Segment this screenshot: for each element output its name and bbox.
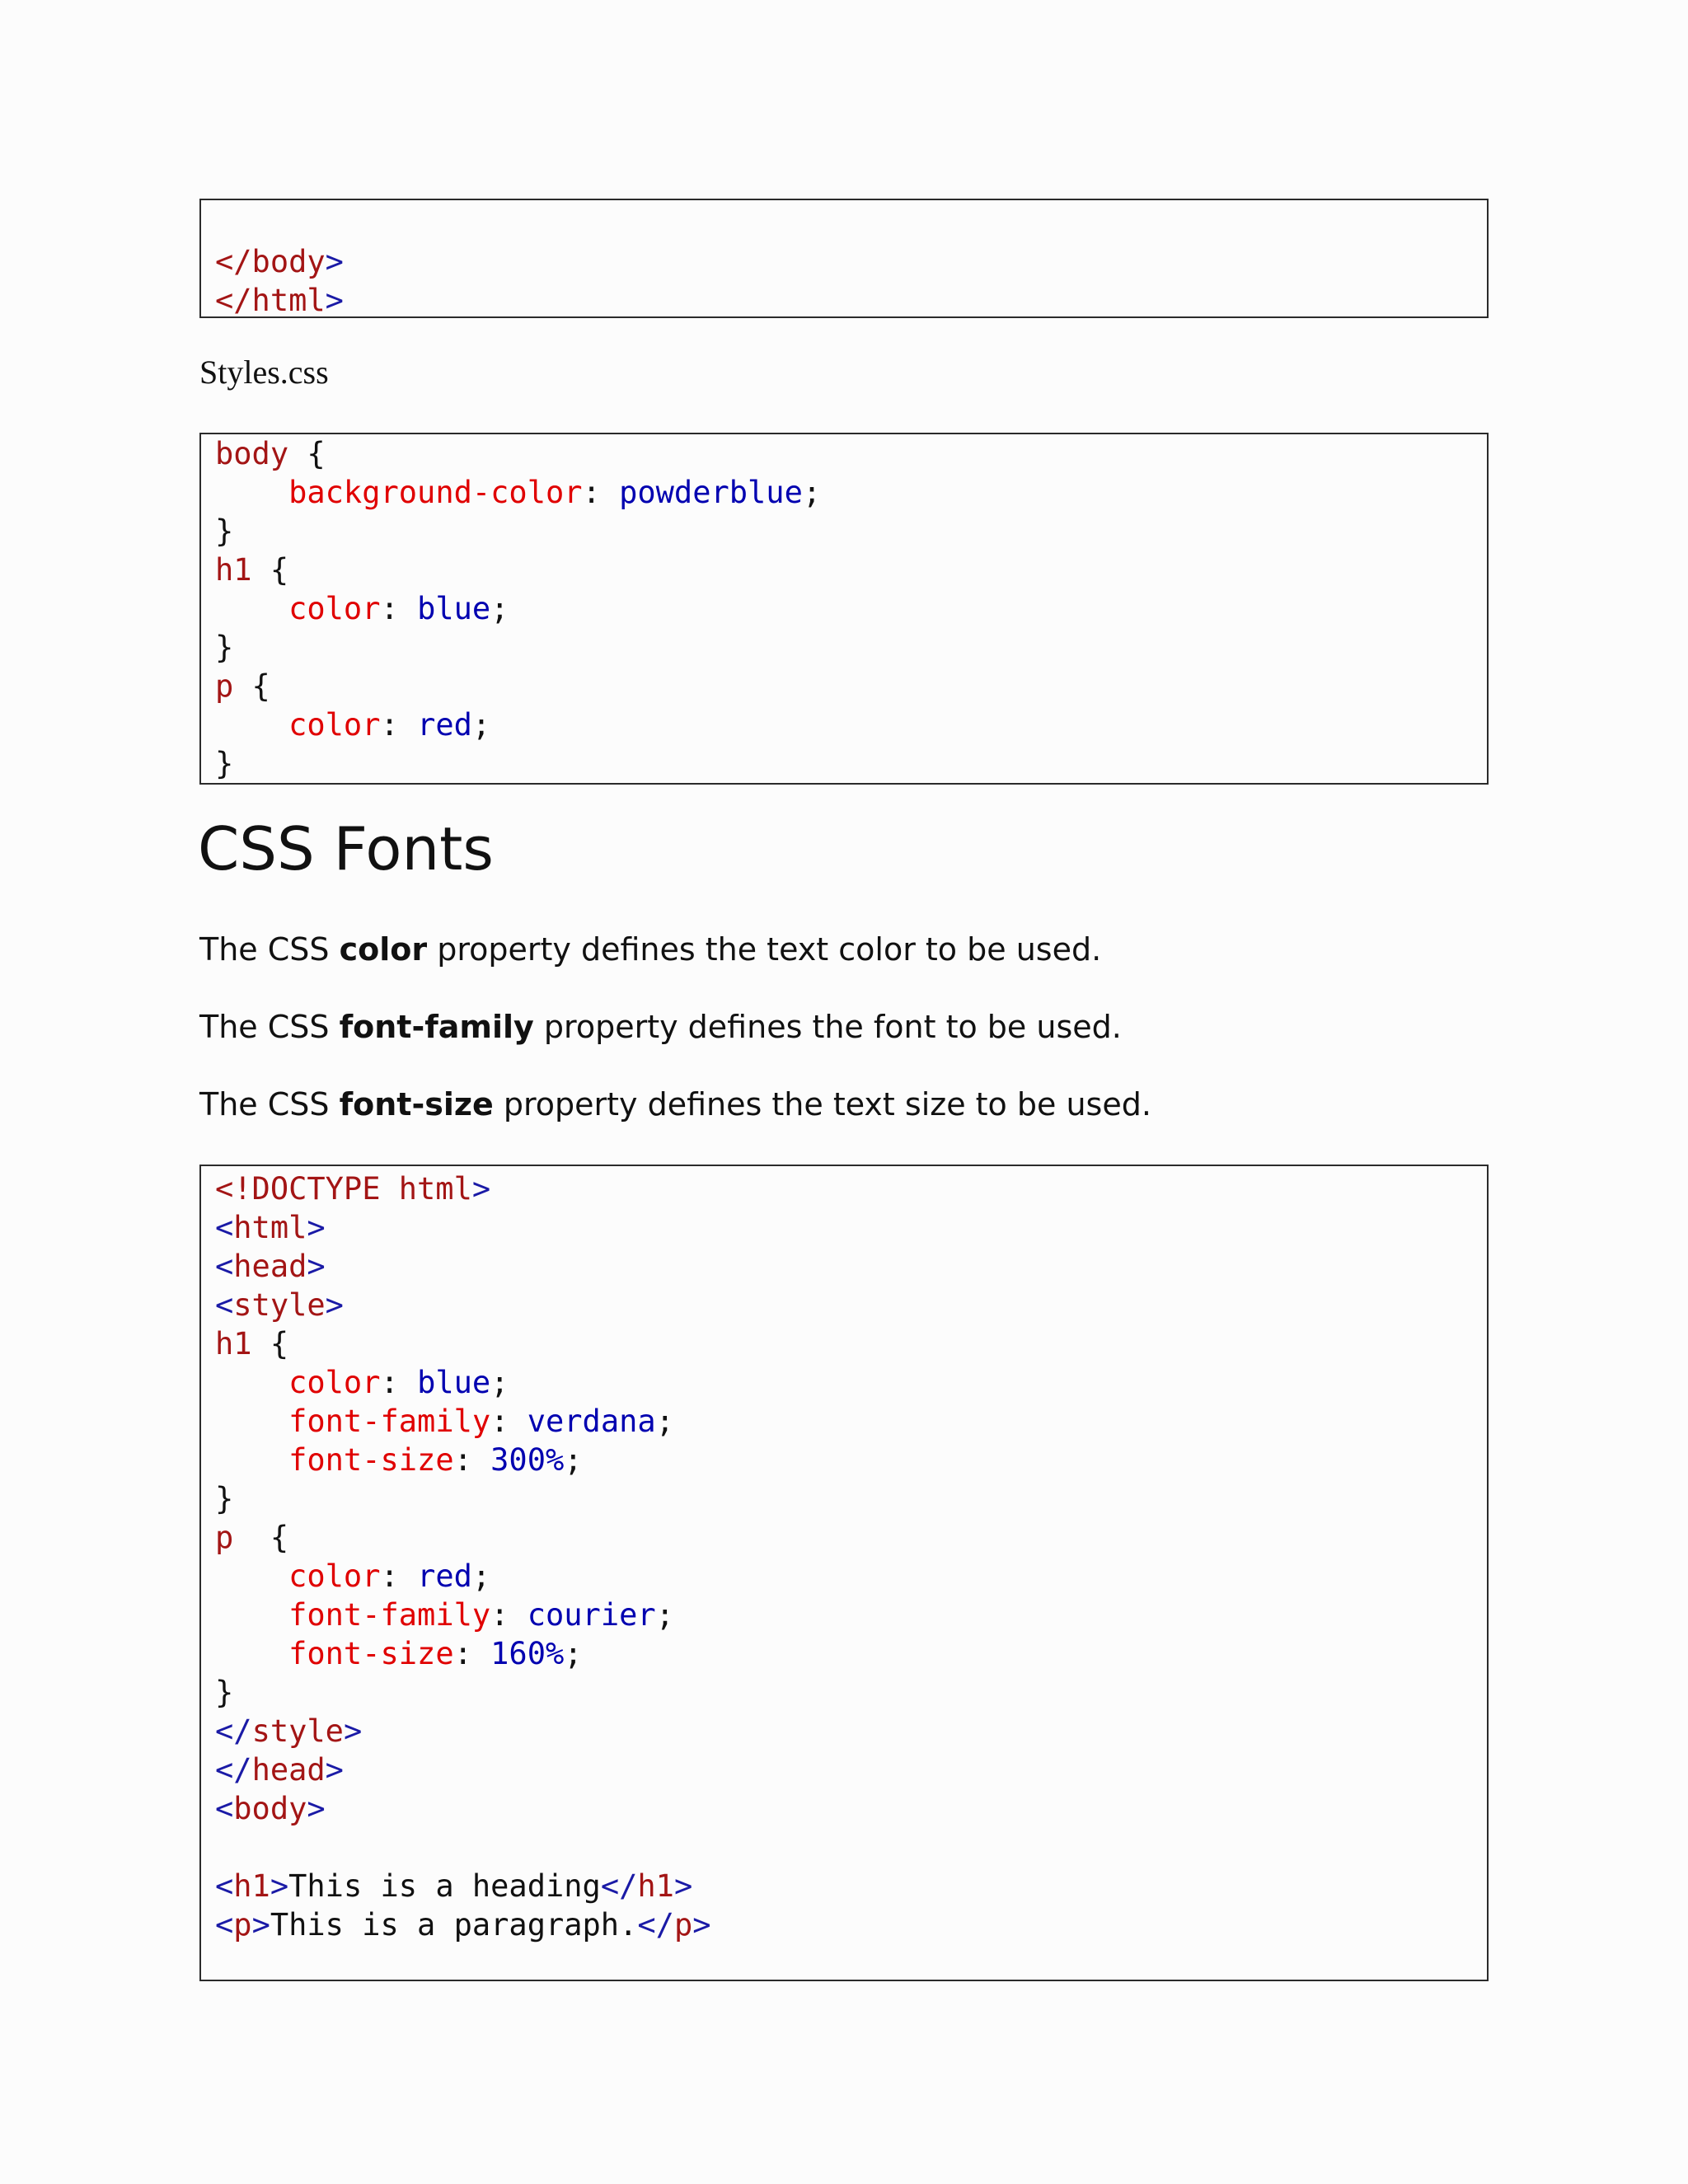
code-token: : — [582, 475, 620, 510]
paragraph-color-post: property defines the text color to be used. — [427, 931, 1102, 968]
code-token: } — [215, 513, 234, 549]
code-line — [215, 204, 1487, 242]
code-token: > — [673, 1868, 693, 1904]
code-line — [215, 1712, 1487, 1750]
code-line — [215, 242, 1487, 281]
code-token — [215, 1636, 288, 1671]
code-token: <!DOCTYPE html — [215, 1171, 472, 1207]
code-token: background-color — [288, 475, 583, 510]
code-token: color — [288, 707, 381, 743]
code-token: color — [288, 1365, 381, 1400]
code-line — [215, 1169, 1487, 1208]
paragraph-color-pre: The CSS — [199, 931, 340, 968]
code-line — [215, 1208, 1487, 1247]
code-token: red — [417, 1558, 472, 1594]
code-token: blue — [417, 1365, 491, 1400]
code-token: : — [490, 1404, 528, 1439]
code-line — [215, 1828, 1487, 1867]
code-token: </ — [637, 1907, 674, 1943]
code-token: ; — [655, 1404, 674, 1439]
code-token: : — [490, 1597, 528, 1633]
code-line — [215, 744, 1487, 783]
code-token: p — [215, 668, 234, 704]
code-token: h1 — [637, 1868, 674, 1904]
code-token: : — [453, 1636, 491, 1671]
code-token: : — [380, 1558, 418, 1594]
code-line — [215, 1596, 1487, 1634]
code-line — [215, 551, 1487, 589]
code-token: > — [270, 1868, 289, 1904]
code-token — [215, 707, 288, 743]
code-token: head — [233, 1249, 307, 1284]
code-token: blue — [417, 591, 491, 626]
code-token — [215, 591, 288, 626]
code-token: > — [325, 283, 344, 318]
code-token: </body — [215, 244, 326, 279]
code-token: h1 — [233, 1868, 270, 1904]
code-token: courier — [527, 1597, 656, 1633]
code-token: </ — [600, 1868, 638, 1904]
code-token: < — [215, 1791, 234, 1826]
code-token: body — [233, 1791, 307, 1826]
code-block-styles-css — [199, 433, 1489, 785]
code-token: </ — [215, 1752, 252, 1788]
code-line — [215, 1286, 1487, 1324]
code-token: } — [215, 1675, 234, 1710]
code-token: ; — [802, 475, 822, 510]
code-token: font-family — [288, 1597, 491, 1633]
code-token: : — [380, 1365, 418, 1400]
code-line — [215, 1789, 1487, 1828]
code-line — [215, 589, 1487, 628]
code-token: { — [251, 552, 289, 588]
code-token: } — [215, 1481, 234, 1516]
code-line — [215, 1402, 1487, 1441]
code-token: p — [215, 1520, 234, 1555]
code-token: </ — [215, 1713, 252, 1749]
code-token: < — [215, 1210, 234, 1245]
code-token: head — [251, 1752, 326, 1788]
code-line — [215, 628, 1487, 667]
code-token: : — [380, 707, 418, 743]
code-token — [215, 1558, 288, 1594]
code-token: { — [251, 1326, 289, 1361]
code-line — [215, 1479, 1487, 1518]
code-token: < — [215, 1249, 234, 1284]
code-token: ; — [471, 707, 491, 743]
code-token: > — [692, 1907, 711, 1943]
code-token: p — [233, 1907, 252, 1943]
code-line — [215, 1634, 1487, 1673]
code-token — [215, 1597, 288, 1633]
paragraph-font-size-post: property defines the text size to be used. — [493, 1086, 1151, 1122]
code-line — [215, 1247, 1487, 1286]
code-token: h1 — [215, 1326, 252, 1361]
code-token: 300% — [490, 1442, 565, 1478]
code-line — [215, 1867, 1487, 1905]
code-line — [215, 705, 1487, 744]
code-token: > — [343, 1713, 363, 1749]
code-line — [215, 512, 1487, 551]
code-line — [215, 1441, 1487, 1479]
code-token: font-family — [288, 1404, 491, 1439]
code-block-html-closing — [199, 199, 1489, 318]
code-token: > — [325, 1752, 344, 1788]
code-token: > — [325, 1287, 344, 1323]
code-token: < — [215, 1907, 234, 1943]
code-token: > — [307, 1791, 326, 1826]
code-token — [215, 475, 288, 510]
paragraph-font-size — [199, 1086, 1151, 1122]
code-token: ; — [564, 1636, 583, 1671]
code-token: } — [215, 630, 234, 665]
code-token: : — [453, 1442, 491, 1478]
code-token: > — [307, 1249, 326, 1284]
code-token: { — [233, 668, 270, 704]
code-block-html-fonts-example — [199, 1165, 1489, 1981]
code-token: ; — [490, 1365, 509, 1400]
code-token: ; — [655, 1597, 674, 1633]
paragraph-color-keyword: color — [339, 931, 428, 968]
code-token: < — [215, 1868, 234, 1904]
code-line — [215, 1905, 1487, 1944]
code-token — [215, 1404, 288, 1439]
code-line — [215, 1750, 1487, 1789]
code-line — [215, 1557, 1487, 1596]
code-token: > — [307, 1210, 326, 1245]
code-line — [215, 1363, 1487, 1402]
code-token: </html — [215, 283, 326, 318]
code-line — [215, 1518, 1487, 1557]
section-heading: CSS Fonts — [198, 814, 494, 883]
code-token: font-size — [288, 1636, 454, 1671]
code-token: ; — [564, 1442, 583, 1478]
code-token: < — [215, 1287, 234, 1323]
code-token: p — [673, 1907, 693, 1943]
paragraph-color — [199, 931, 1101, 968]
code-token: body — [215, 436, 289, 471]
code-token: > — [471, 1171, 491, 1207]
code-token: > — [251, 1907, 270, 1943]
paragraph-font-family — [199, 1009, 1122, 1045]
code-token: This is a paragraph. — [270, 1907, 638, 1943]
code-token: red — [417, 707, 472, 743]
code-line — [215, 473, 1487, 512]
code-token: > — [325, 244, 344, 279]
code-token: h1 — [215, 552, 252, 588]
paragraph-font-size-keyword: font-size — [339, 1086, 494, 1122]
code-token: 160% — [490, 1636, 565, 1671]
code-token: { — [233, 1520, 289, 1555]
code-token: ; — [490, 591, 509, 626]
paragraph-font-family-post: property defines the font to be used. — [533, 1009, 1122, 1045]
code-token: verdana — [527, 1404, 656, 1439]
file-label-styles-css: Styles.css — [199, 354, 329, 391]
code-line — [215, 1673, 1487, 1712]
code-line — [215, 1324, 1487, 1363]
code-line — [215, 434, 1487, 473]
code-token: { — [288, 436, 326, 471]
paragraph-font-family-keyword: font-family — [339, 1009, 534, 1045]
code-line — [215, 281, 1487, 318]
code-token: style — [251, 1713, 344, 1749]
code-token — [215, 1365, 288, 1400]
code-token: ; — [471, 1558, 491, 1594]
paragraph-font-family-pre: The CSS — [199, 1009, 340, 1045]
code-token: } — [215, 746, 234, 781]
code-token — [215, 1442, 288, 1478]
code-token: font-size — [288, 1442, 454, 1478]
code-line — [215, 667, 1487, 705]
code-token: : — [380, 591, 418, 626]
paragraph-font-size-pre: The CSS — [199, 1086, 340, 1122]
code-token: style — [233, 1287, 326, 1323]
code-token: powderblue — [619, 475, 803, 510]
code-token: color — [288, 1558, 381, 1594]
code-token: color — [288, 591, 381, 626]
code-token: html — [233, 1210, 307, 1245]
code-token: This is a heading — [288, 1868, 601, 1904]
